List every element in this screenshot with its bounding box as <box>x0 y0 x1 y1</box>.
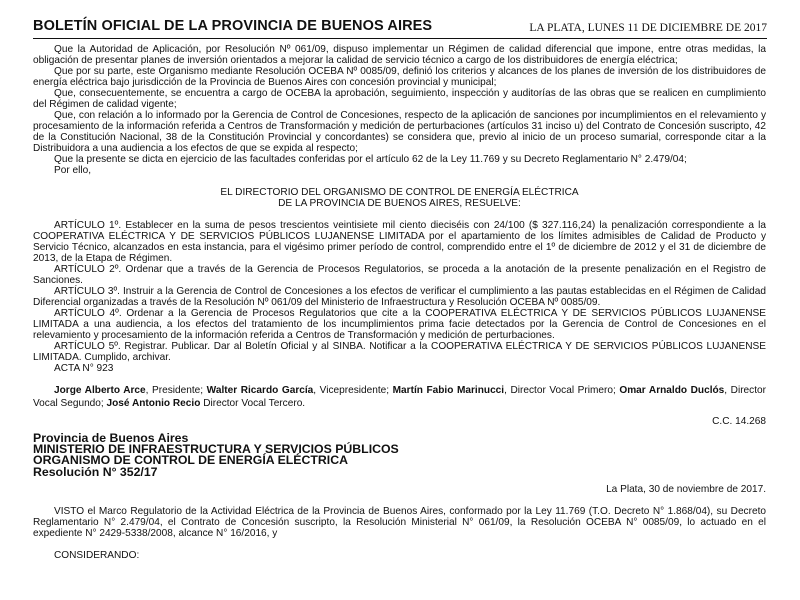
directorio-heading-line1: EL DIRECTORIO DEL ORGANISMO DE CONTROL DE ENERGÍA ELÉCTRICA <box>220 187 579 198</box>
considerando-heading: CONSIDERANDO: <box>54 549 140 561</box>
considerando-paragraph: Que por su parte, este Organismo mediante Resolución OCEBA Nº 0085/09, definió los criterios y alcances de los planes de inversión de los distribuidores de energía eléctrica bajo jurisdicción de la Provincia de Buenos Aires con concesión provincial y municipal; <box>33 66 766 88</box>
considerando-paragraph: Que la presente se dicta en ejercicio de las facultades conferidas por el artículo 62 de la Ley 11.769 y su Decreto Reglamentario N° 2.479/04; <box>54 154 687 165</box>
articulo-4: ARTÍCULO 4º. Ordenar a la Gerencia de Procesos Regulatorios que cite a la COOPERATIVA ELÉCTRICA Y DE SERVICIOS PÚBLICOS LUJANENSE LIMITADA a una audiencia, a los efectos del tratamiento de los incumplimientos prima facie detectados por la Gerencia de Control de Concesiones en el relevamiento y procesamiento de la información referida a Centros de Transformación y medición de perturbaciones. <box>33 308 766 341</box>
acta-number: ACTA N° 923 <box>54 363 114 374</box>
page-header <box>33 14 767 34</box>
ministerio-line: MINISTERIO DE INFRAESTRUCTURA Y SERVICIOS PÚBLICOS <box>33 442 399 457</box>
considerando-paragraph: Que, consecuentemente, se encuentra a cargo de OCEBA la aprobación, seguimiento, inspección y auditorías de las obras que se realicen en cumplimiento del Régimen de calidad vigente; <box>33 88 766 110</box>
header-rule <box>33 38 767 39</box>
publication-title: BOLETÍN OFICIAL DE LA PROVINCIA DE BUENOS AIRES <box>33 18 433 34</box>
publication-date: LA PLATA, LUNES 11 DE DICIEMBRE DE 2017 <box>529 22 767 34</box>
visto-paragraph: VISTO el Marco Regulatorio de la Actividad Eléctrica de la Provincia de Buenos Aires, conformado por la Ley 11.769 (T.O. Decreto N° 1.868/04), su Decreto Reglamentario N° 2.479/04, el Contrato de Concesión suscripto, la Resolución Ministerial N° 061/09, la Resolución OCEBA N° 0085/09, lo actuado en el expediente N° 2429-5338/2008, alcance N° 16/2016, y <box>33 505 766 539</box>
resolution-heading <box>33 433 766 478</box>
signatories: Jorge Alberto Arce, Presidente; Walter Ricardo García, Vicepresidente; Martín Fabio Marinucci, Director Vocal Primero; Omar Arnaldo Duclós, Director Vocal Segundo; José Antonio Recio Director Vocal Tercero. <box>33 385 766 409</box>
signatory-name: Omar Arnaldo Duclós <box>619 385 725 396</box>
resolution-date: La Plata, 30 de noviembre de 2017. <box>606 483 766 495</box>
signatory-name: Jorge Alberto Arce <box>54 385 146 396</box>
organismo-line: ORGANISMO DE CONTROL DE ENERGÍA ELÉCTRICA <box>33 453 348 468</box>
articulo-3: ARTÍCULO 3º. Instruir a la Gerencia de Control de Concesiones a los efectos de verificar el cumplimiento a las pautas establecidas en el Régimen de Calidad Diferencial organizadas a través de la Resolución Nº 061/09 del Ministerio de Infraestructura y Resolución OCEBA Nº 0085/09. <box>33 286 766 308</box>
cc-number: C.C. 14.268 <box>712 416 766 427</box>
signatory-name: Martín Fabio Marinucci <box>392 385 505 396</box>
articulo-2: ARTÍCULO 2º. Ordenar que a través de la Gerencia de Procesos Regulatorios, se proceda a la anotación de la presente penalización en el Registro de Sanciones. <box>33 264 766 286</box>
document-body <box>33 44 766 561</box>
directorio-heading-line2: DE LA PROVINCIA DE BUENOS AIRES, RESUELVE: <box>278 198 521 209</box>
por-ello: Por ello, <box>54 165 92 176</box>
signatory-name: Walter Ricardo García <box>206 385 314 396</box>
signatory-name: José Antonio Recio <box>106 397 201 409</box>
articulo-5: ARTÍCULO 5º. Registrar. Publicar. Dar al Boletín Oficial y al SINBA. Notificar a la COOPERATIVA ELÉCTRICA Y DE SERVICIOS PÚBLICOS LUJANENSE LIMITADA. Cumplido, archivar. <box>33 341 766 363</box>
provincia-line: Provincia de Buenos Aires <box>33 431 189 445</box>
resolucion-number: Resolución N° 352/17 <box>33 464 158 479</box>
articulo-1: ARTÍCULO 1º. Establecer en la suma de pesos trescientos veintisiete mil ciento dieciséis con 24/100 ($ 327.116,24) la penalización correspondiente a la COOPERATIVA ELÉCTRICA Y DE SERVICIOS PÚBLICOS LUJANENSE LIMITADA por el apartamiento de los límites admisibles de Calidad de Producto y Servicio Técnico, alcanzados en esta instancia, para el vigésimo primer período de control, comprendido entre el 1º de diciembre de 2012 y el 31 de diciembre de 2013, de la Etapa de Régimen. <box>33 220 766 264</box>
considerando-paragraph: Que, con relación a lo informado por la Gerencia de Control de Concesiones, respecto de la aplicación de sanciones por incumplimientos en el relevamiento y procesamiento de la información referida a Centros de Transformación y medición de perturbaciones (artículos 31 inciso u) del Contrato de Concesión suscripto, 42 de la Constitución Nacional, 38 de la Constitución Provincial y concordantes) se considera que, previo al inicio de un proceso sumarial, corresponde citar a la Distribuidora a una audiencia a los efectos de que se expida al respecto; <box>33 110 766 154</box>
considerando-paragraph: Que la Autoridad de Aplicación, por Resolución Nº 061/09, dispuso implementar un Régimen de calidad diferencial que impone, entre otras medidas, la obligación de presentar planes de inversión orientados a mejorar la calidad de servicio técnico a cargo de los distribuidores de energía eléctrica; <box>33 44 766 66</box>
